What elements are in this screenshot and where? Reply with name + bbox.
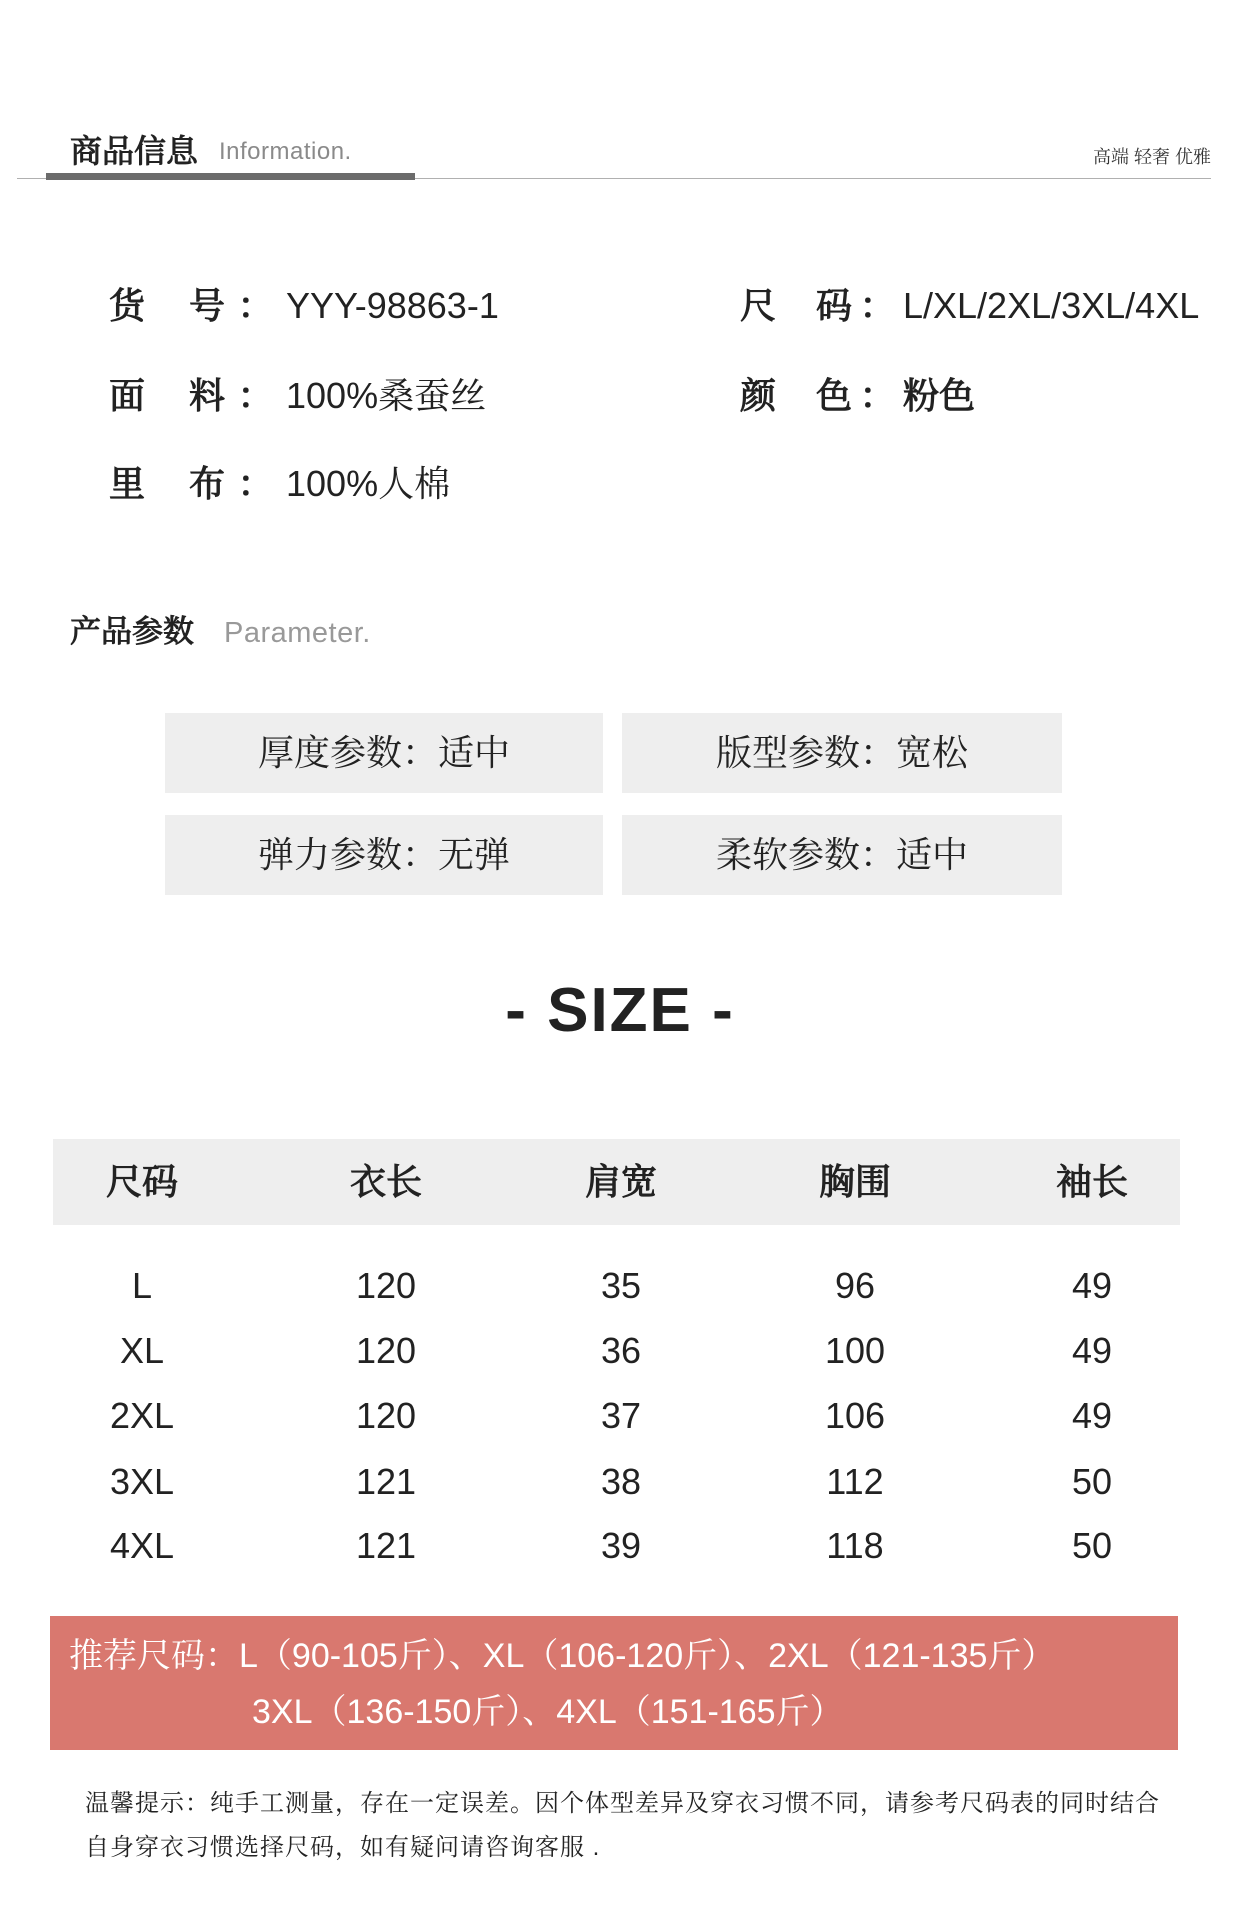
info-label: 面 料 <box>109 375 225 416</box>
info-row-lining <box>109 460 450 508</box>
table-cell: 49 <box>1071 1265 1113 1306</box>
measurement-note-line-1: 温馨提示：纯手工测量，存在一定误差。因个体型差异及穿衣习惯不同，请参考尺码表的同时结合 <box>85 1790 1160 1817</box>
info-colon: ： <box>859 375 896 416</box>
header-accent-bar <box>46 173 415 180</box>
section-title-product-info: 商品信息 <box>70 133 199 169</box>
info-colon: ： <box>237 375 274 416</box>
info-colon: ： <box>237 285 274 326</box>
info-value: L/XL/2XL/3XL/4XL <box>903 285 1200 326</box>
info-value: 粉色 <box>903 375 976 416</box>
recommendation-line-1: 推荐尺码：L（90-105斤）、XL（106-120斤）、2XL（121-135斤） <box>69 1637 1056 1675</box>
info-label: 颜 色 <box>740 375 852 416</box>
table-cell: 120 <box>355 1265 417 1306</box>
table-cell: 120 <box>355 1395 417 1436</box>
size-heading: - SIZE - <box>505 976 735 1045</box>
section-title-parameters: 产品参数 <box>70 614 194 649</box>
table-cell: 2XL <box>109 1395 175 1436</box>
table-cell: 38 <box>600 1461 642 1502</box>
info-value: YYY-98863-1 <box>286 285 499 326</box>
table-cell: 50 <box>1071 1525 1113 1566</box>
info-colon: ： <box>859 285 896 326</box>
table-cell: 35 <box>600 1265 642 1306</box>
table-cell: 100 <box>824 1330 886 1371</box>
table-cell: 121 <box>355 1525 417 1566</box>
table-cell: 112 <box>826 1461 884 1502</box>
info-colon: ： <box>237 463 274 504</box>
info-label: 尺 码 <box>740 285 852 326</box>
table-cell: 118 <box>826 1525 884 1566</box>
table-header-cell: 胸围 <box>818 1161 891 1202</box>
table-cell: 4XL <box>109 1525 175 1566</box>
info-row-color <box>740 372 975 420</box>
info-label: 里 布 <box>109 463 225 504</box>
param-elasticity: 弹力参数：无弹 <box>165 815 603 895</box>
param-thickness: 厚度参数：适中 <box>165 713 603 793</box>
header-tagline: 高端 轻奢 优雅 <box>1092 147 1211 167</box>
table-cell: 50 <box>1071 1461 1113 1502</box>
table-cell: 96 <box>834 1265 876 1306</box>
table-cell: 49 <box>1071 1330 1113 1371</box>
table-header-cell: 袖长 <box>1055 1161 1128 1202</box>
info-row-size <box>740 282 1199 330</box>
table-cell: XL <box>119 1330 165 1371</box>
table-header-cell: 衣长 <box>349 1161 422 1202</box>
table-header-cell: 尺码 <box>105 1161 178 1202</box>
measurement-note-line-2: 自身穿衣习惯选择尺码，如有疑问请咨询客服 . <box>85 1834 601 1861</box>
table-cell: 3XL <box>109 1461 175 1502</box>
info-row-item-number <box>109 282 499 330</box>
recommendation-line-2: 3XL（136-150斤）、4XL（151-165斤） <box>252 1693 844 1731</box>
table-cell: 121 <box>355 1461 417 1502</box>
info-value: 100%桑蚕丝 <box>286 375 487 416</box>
table-cell: 120 <box>355 1330 417 1371</box>
table-cell: 106 <box>824 1395 886 1436</box>
table-cell: 49 <box>1071 1395 1113 1436</box>
section-subtitle-parameter: Parameter. <box>224 617 371 649</box>
table-header-cell: 肩宽 <box>584 1161 657 1202</box>
section-subtitle-information: Information. <box>219 138 352 165</box>
table-cell: 36 <box>600 1330 642 1371</box>
table-cell: 37 <box>600 1395 642 1436</box>
info-value: 100%人棉 <box>286 463 451 504</box>
table-cell: 39 <box>600 1525 642 1566</box>
info-label: 货 号 <box>109 285 225 326</box>
info-row-fabric <box>109 372 486 420</box>
table-cell: L <box>131 1265 153 1306</box>
param-softness: 柔软参数：适中 <box>622 815 1062 895</box>
param-fit: 版型参数：宽松 <box>622 713 1062 793</box>
